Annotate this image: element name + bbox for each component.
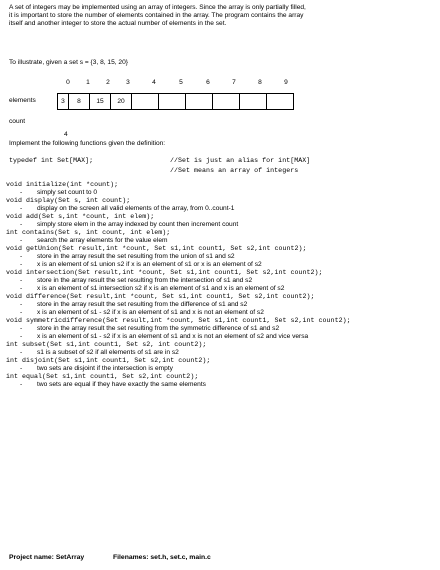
intro-line: A set of integers may be implemented using an array of integers. Since the array is only partially filled,	[9, 4, 306, 11]
description-text: x is an element of s1 - s2 if x is an element of s1 and x is not an element of s2 and vice versa	[37, 333, 309, 340]
function-description	[6, 253, 436, 261]
intro-paragraph	[9, 4, 434, 28]
typedef-code: typedef int Set[MAX];	[9, 157, 94, 164]
description-text: display on the screen all valid elements of the array, from 0..count-1	[37, 205, 235, 212]
description-text: simply store elem in the array indexed by count then increment count	[37, 221, 239, 228]
array-cell: 15	[89, 93, 111, 110]
function-description	[6, 205, 436, 213]
bullet-dash: -	[20, 205, 23, 212]
bullet-dash: -	[20, 189, 23, 196]
intro-line: it is important to store the number of elements contained in the array. The program contains the array	[9, 12, 304, 19]
array-index: 0	[66, 79, 70, 86]
count-label: count	[9, 118, 26, 125]
typedef-comment: //Set means an array of integers	[170, 167, 299, 174]
function-description	[6, 189, 436, 197]
typedef-comment: //Set is just an alias for int[MAX]	[170, 157, 311, 164]
bullet-dash: -	[20, 253, 23, 260]
array-index: 3	[126, 79, 130, 86]
function-description	[6, 277, 436, 285]
function-signature: void initialize(int *count);	[6, 181, 119, 188]
bullet-dash: -	[20, 285, 23, 292]
function-signature: void intersection(Set result,int *count, Set s1,int count1, Set s2,int count2);	[6, 269, 323, 276]
illustrate-line: To illustrate, given a set s = {3, 8, 15, 20}	[9, 59, 128, 66]
function-signature: int contains(Set s, int count, int elem);	[6, 229, 171, 236]
project-name: Project name: SetArray	[9, 554, 85, 561]
bullet-dash: -	[20, 333, 23, 340]
description-text: x is an element of s1 intersection s2 if x is an element of s1 and x is an element of s2	[37, 285, 285, 292]
function-description	[6, 381, 436, 389]
array-index: 7	[232, 79, 236, 86]
description-text: two sets are disjoint if the intersection is empty	[37, 365, 173, 372]
array-index: 2	[106, 79, 110, 86]
bullet-dash: -	[20, 349, 23, 356]
description-text: simply set count to 0	[37, 189, 98, 196]
array-index: 4	[152, 79, 156, 86]
function-description	[6, 261, 436, 269]
description-text: search the array elements for the value elem	[37, 237, 168, 244]
function-description	[6, 285, 436, 293]
description-text: store in the array result the set resulting from the intersection of s1 and s2	[37, 277, 253, 284]
bullet-dash: -	[20, 237, 23, 244]
function-description	[6, 301, 436, 309]
array-index: 1	[86, 79, 90, 86]
filenames: Filenames: set.h, set.c, main.c	[113, 554, 211, 561]
array-cell	[185, 93, 213, 110]
array-cell	[239, 93, 267, 110]
description-text: two sets are equal if they have exactly the same elements	[37, 381, 206, 388]
bullet-dash: -	[20, 381, 23, 388]
array-cell	[212, 93, 240, 110]
description-text: store in the array result the set resulting from the difference of s1 and s2	[37, 301, 248, 308]
function-signature: int disjoint(Set s1,int count1, Set s2,int count2);	[6, 357, 211, 364]
implement-heading: Implement the following functions given the definition:	[9, 140, 166, 147]
array-cell: 8	[68, 93, 90, 110]
bullet-dash: -	[20, 221, 23, 228]
array-cell	[158, 93, 186, 110]
array-cell	[131, 93, 159, 110]
description-text: s1 is a subset of s2 if all elements of s1 are in s2	[37, 349, 179, 356]
array-cell: 20	[110, 93, 132, 110]
array-cell: 3	[57, 93, 69, 110]
description-text: x is an element of s1 union s2 if x is an element of s1 or x is an element of s2	[37, 261, 262, 268]
function-description	[6, 325, 436, 333]
function-signature: int equal(Set s1,int count1, Set s2,int count2);	[6, 373, 199, 380]
function-signature: void getUnion(Set result,int *count, Set s1,int count1, Set s2,int count2);	[6, 245, 307, 252]
function-signature: void add(Set s,int *count, int elem);	[6, 213, 155, 220]
function-signature: void display(Set s, int count);	[6, 197, 131, 204]
description-text: store in the array result the set resulting from the union of s1 and s2	[37, 253, 235, 260]
array-index: 5	[179, 79, 183, 86]
array-index: 8	[258, 79, 262, 86]
bullet-dash: -	[20, 261, 23, 268]
count-value: 4	[64, 131, 68, 138]
elements-label: elements	[9, 97, 36, 104]
array-index: 9	[284, 79, 288, 86]
description-text: store in the array result the set resulting from the symmetric difference of s1 and s2	[37, 325, 280, 332]
function-signature: void symmetricdifference(Set result,int *count, Set s1,int count1, Set s2,int count2);	[6, 317, 351, 324]
function-list	[6, 181, 436, 389]
bullet-dash: -	[20, 309, 23, 316]
array-cell	[266, 93, 294, 110]
bullet-dash: -	[20, 277, 23, 284]
function-description	[6, 309, 436, 317]
function-description	[6, 237, 436, 245]
function-description	[6, 349, 436, 357]
function-signature: void difference(Set result,int *count, Set s1,int count1, Set s2,int count2);	[6, 293, 315, 300]
array-index: 6	[206, 79, 210, 86]
bullet-dash: -	[20, 301, 23, 308]
function-description	[6, 365, 436, 373]
bullet-dash: -	[20, 325, 23, 332]
bullet-dash: -	[20, 365, 23, 372]
function-description	[6, 221, 436, 229]
function-signature: int subset(Set s1,int count1, Set s2, int count2);	[6, 341, 207, 348]
function-description	[6, 333, 436, 341]
elements-array	[57, 93, 293, 110]
description-text: x is an element of s1 - s2 if x is an element of s1 and x is not an element of s2	[37, 309, 264, 316]
intro-line: itself and another integer to store the actual number of elements in the set.	[9, 20, 227, 27]
